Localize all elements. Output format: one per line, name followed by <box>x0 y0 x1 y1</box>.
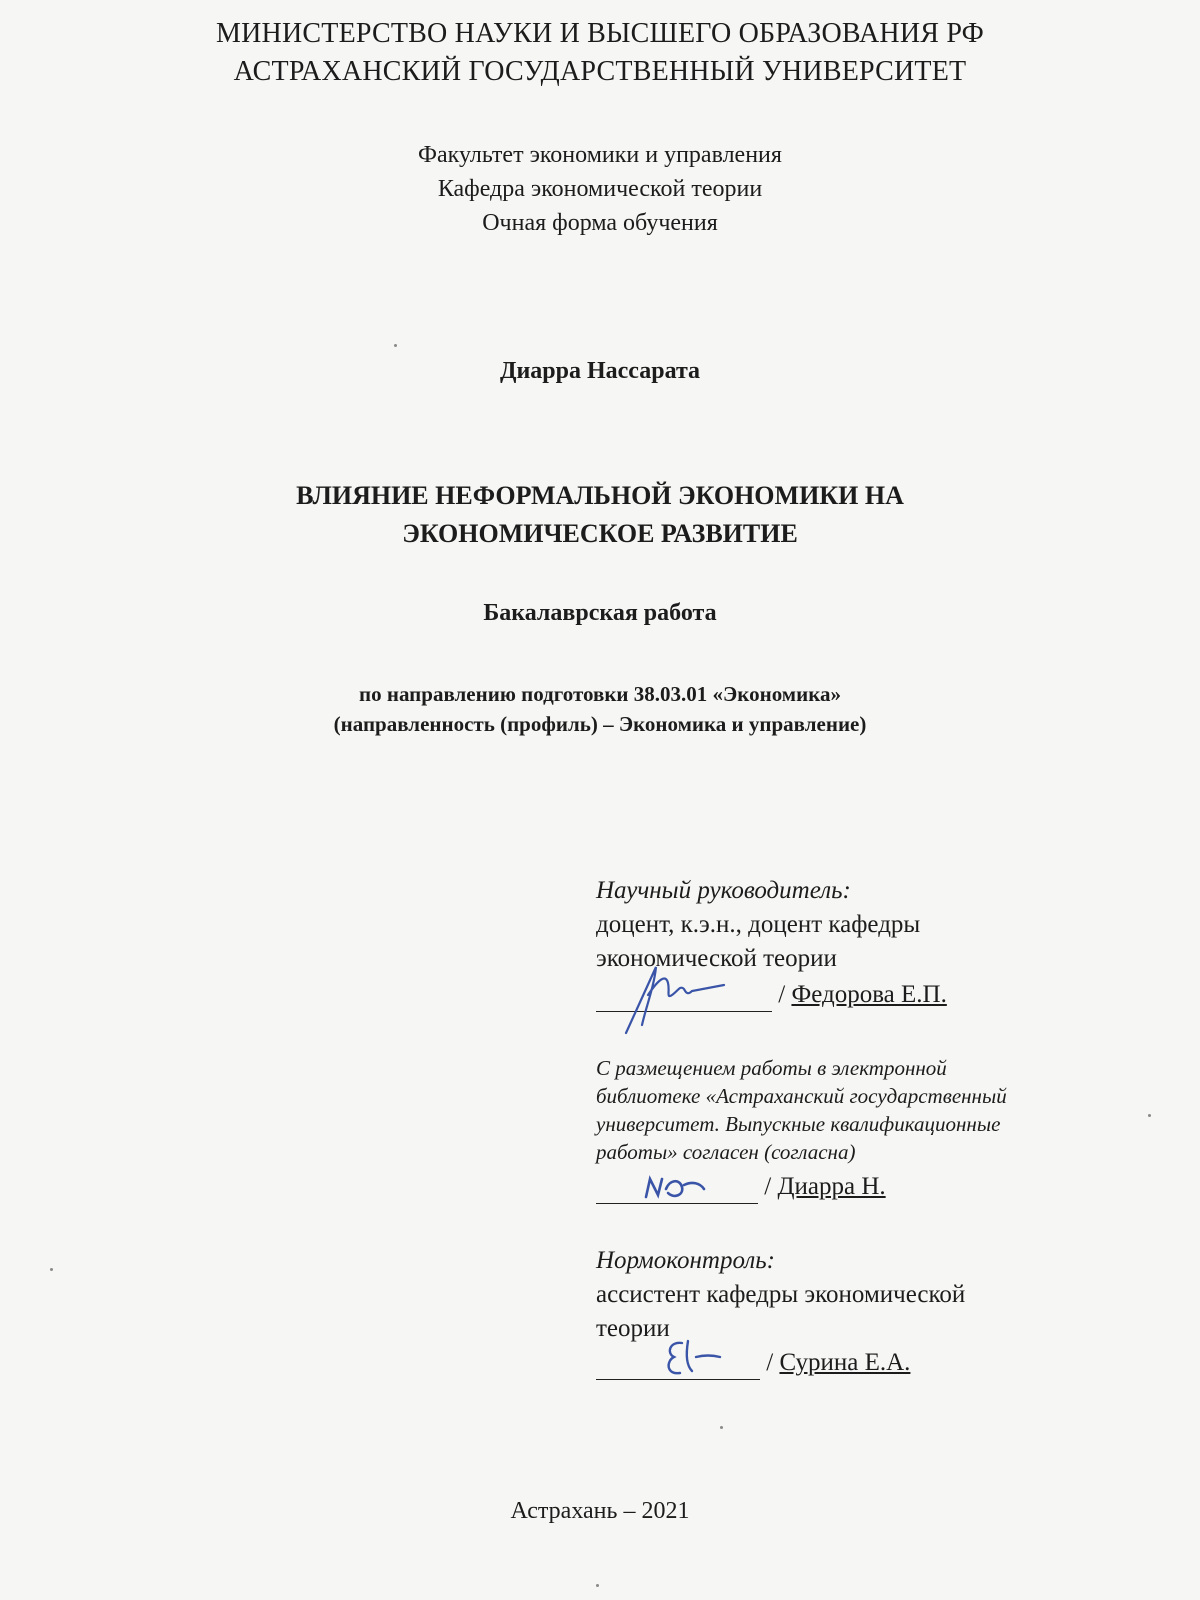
supervisor-block <box>596 874 1096 1012</box>
scan-speck <box>720 1426 723 1429</box>
consent-name: Диарра Н. <box>777 1173 886 1200</box>
scan-speck <box>394 344 397 347</box>
normcontrol-signature-line <box>596 1353 760 1380</box>
normcontrol-signature-icon <box>596 1327 736 1387</box>
scan-speck <box>1148 1114 1151 1117</box>
supervisor-label: Научный руководитель: <box>596 877 851 904</box>
scan-speck <box>50 1268 53 1271</box>
normcontrol-label: Нормоконтроль: <box>596 1247 775 1274</box>
city-year: Астрахань – 2021 <box>510 1498 690 1524</box>
supervisor-signature-row <box>596 978 1096 1012</box>
supervisor-separator: / <box>778 981 786 1008</box>
university-heading: АСТРАХАНСКИЙ ГОСУДАРСТВЕННЫЙ УНИВЕРСИТЕТ <box>233 56 967 87</box>
consent-block <box>596 1054 1096 1204</box>
work-type: Бакалаврская работа <box>483 600 717 626</box>
consent-separator: / <box>764 1173 772 1200</box>
supervisor-signature-line <box>596 985 772 1012</box>
supervisor-position-line-1: доцент, к.э.н., доцент кафедры <box>596 911 921 938</box>
consent-signature-row <box>596 1170 1096 1204</box>
thesis-title-line-2: ЭКОНОМИЧЕСКОЕ РАЗВИТИЕ <box>402 519 798 548</box>
thesis-title-line-1: ВЛИЯНИЕ НЕФОРМАЛЬНОЙ ЭКОНОМИКИ НА <box>296 481 904 510</box>
supervisor-signature-icon <box>596 955 746 1035</box>
faculty-name: Факультет экономики и управления <box>418 142 782 168</box>
normcontrol-signature-row <box>596 1346 1096 1380</box>
normcontrol-name: Сурина Е.А. <box>779 1349 911 1376</box>
scan-speck <box>596 1584 599 1587</box>
author-signature-icon <box>596 1159 736 1219</box>
study-form: Очная форма обучения <box>482 210 718 236</box>
normcontrol-position-line-2: теории <box>596 1315 670 1342</box>
consent-line-2: библиотеке «Астраханский государственный <box>596 1084 1007 1108</box>
author-name: Диарра Нассарата <box>499 358 701 384</box>
consent-line-1: С размещением работы в электронной <box>596 1056 947 1080</box>
department-name: Кафедра экономической теории <box>437 176 763 202</box>
ministry-heading: МИНИСТЕРСТВО НАУКИ И ВЫСШЕГО ОБРАЗОВАНИЯ РФ <box>216 18 984 49</box>
study-profile: (направленность (профиль) – Экономика и управление) <box>333 712 867 736</box>
supervisor-position-line-2: экономической теории <box>596 945 837 972</box>
consent-signature-line <box>596 1177 758 1204</box>
supervisor-name: Федорова Е.П. <box>791 981 947 1008</box>
consent-line-3: университет. Выпускные квалификационные <box>596 1112 1001 1136</box>
consent-line-4: работы» согласен (согласна) <box>596 1140 856 1164</box>
normcontrol-position-line-1: ассистент кафедры экономической <box>596 1281 966 1308</box>
normcontrol-block <box>596 1244 1096 1380</box>
study-direction: по направлению подготовки 38.03.01 «Экономика» <box>359 682 841 706</box>
normcontrol-separator: / <box>766 1349 774 1376</box>
